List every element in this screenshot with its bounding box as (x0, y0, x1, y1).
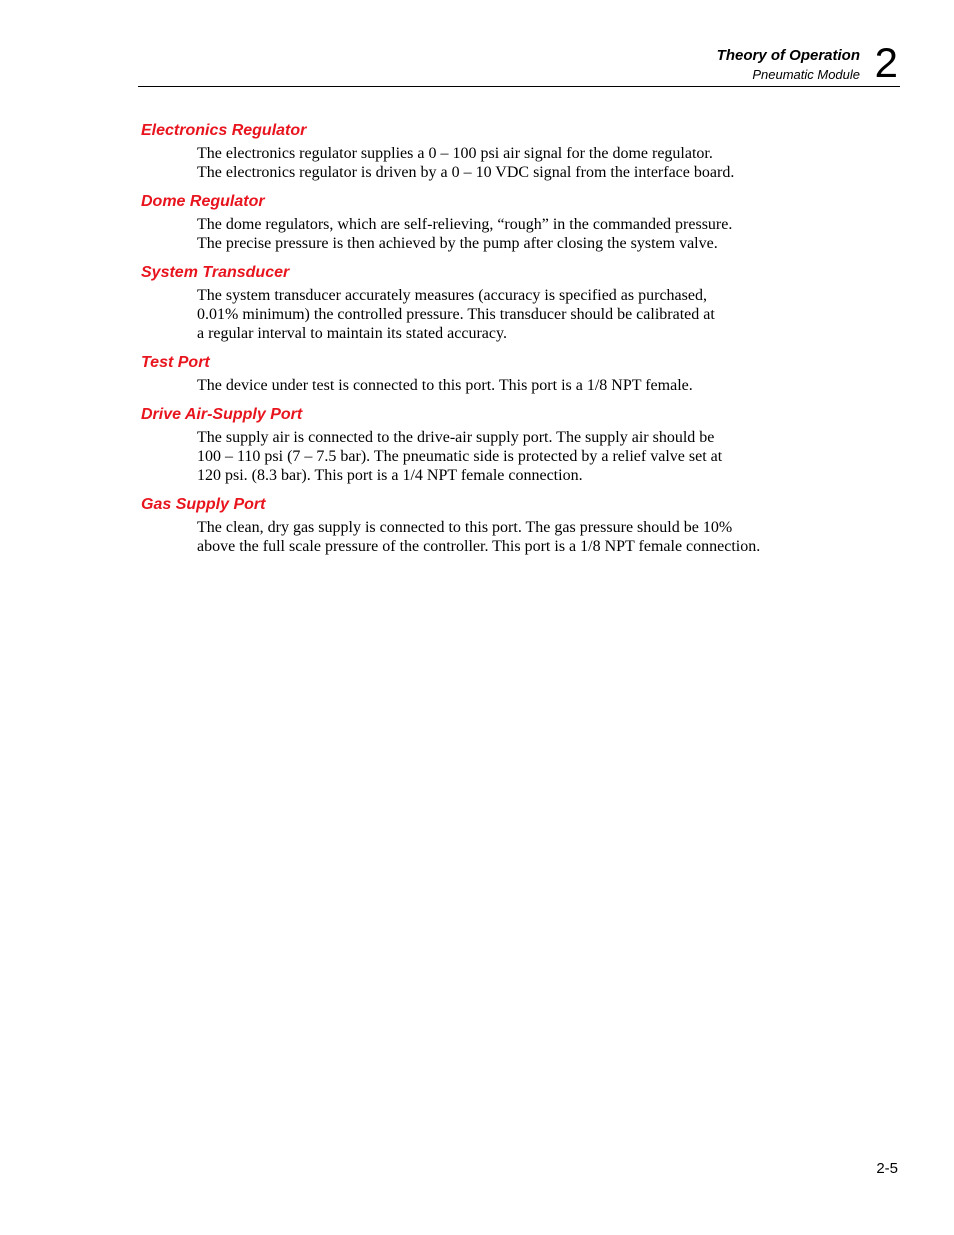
section-dome-regulator (141, 189, 841, 253)
body-line: The precise pressure is then achieved by the pump after closing the system valve. (197, 235, 718, 252)
body-line: above the full scale pressure of the controller. This port is a 1/8 NPT female connection. (197, 538, 761, 555)
section-body (197, 144, 837, 182)
body-line: The device under test is connected to this port. This port is a 1/8 NPT female. (197, 377, 693, 394)
page-header (138, 39, 900, 87)
body-line: The electronics regulator supplies a 0 – 100 psi air signal for the dome regulator. (197, 145, 713, 162)
section-system-transducer (141, 260, 841, 343)
body-line: The dome regulators, which are self-relieving, “rough” in the commanded pressure. (197, 216, 733, 233)
section-body (197, 286, 837, 343)
body-line: The supply air is connected to the drive-air supply port. The supply air should be (197, 429, 715, 446)
section-heading: System Transducer (141, 264, 290, 281)
section-test-port (141, 350, 841, 395)
section-body (197, 376, 837, 395)
section-body (197, 215, 837, 253)
header-text (717, 46, 860, 84)
body-line: 0.01% minimum) the controlled pressure. This transducer should be calibrated at (197, 306, 715, 323)
body-line: 100 – 110 psi (7 – 7.5 bar). The pneumatic side is protected by a relief valve set at (197, 448, 723, 465)
header-subtitle: Pneumatic Module (752, 67, 860, 82)
body-line: The system transducer accurately measures (accuracy is specified as purchased, (197, 287, 707, 304)
section-heading: Electronics Regulator (141, 122, 307, 139)
body-line: The electronics regulator is driven by a 0 – 10 VDC signal from the interface board. (197, 164, 735, 181)
header-title: Theory of Operation (716, 47, 860, 64)
section-body (197, 428, 837, 485)
page-number: 2-5 (876, 1160, 898, 1177)
section-body (197, 518, 837, 556)
section-drive-air-supply-port (141, 402, 841, 485)
section-heading: Test Port (141, 354, 210, 371)
page-content (141, 118, 841, 556)
section-gas-supply-port (141, 492, 841, 556)
chapter-number: 2 (874, 39, 898, 86)
body-line: a regular interval to maintain its stated accuracy. (197, 325, 507, 342)
section-heading: Dome Regulator (141, 193, 265, 210)
section-electronics-regulator (141, 118, 841, 182)
section-heading: Drive Air-Supply Port (141, 406, 303, 423)
body-line: 120 psi. (8.3 bar). This port is a 1/4 NPT female connection. (197, 467, 583, 484)
section-heading: Gas Supply Port (141, 496, 266, 513)
body-line: The clean, dry gas supply is connected to this port. The gas pressure should be 10% (197, 519, 733, 536)
